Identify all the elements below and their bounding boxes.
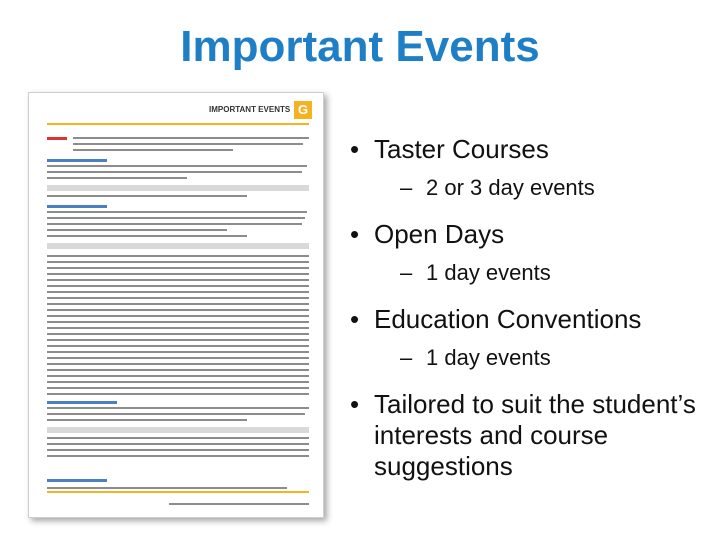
document-thumbnail xyxy=(28,92,324,518)
document-table-row xyxy=(47,195,247,197)
document-table-row xyxy=(47,291,309,293)
document-section-heading xyxy=(47,205,107,208)
document-text-line xyxy=(47,223,302,225)
document-text-line xyxy=(47,419,247,421)
document-table-row xyxy=(47,387,309,389)
document-table-row xyxy=(47,297,309,299)
document-section-heading xyxy=(47,159,107,162)
document-table-row xyxy=(47,321,309,323)
document-text-line xyxy=(47,211,307,213)
document-table-row xyxy=(47,267,309,269)
document-text-line xyxy=(47,165,307,167)
document-table-header xyxy=(47,185,309,191)
document-text-line xyxy=(47,235,247,237)
document-table-row xyxy=(47,309,309,311)
document-table-row xyxy=(47,381,309,383)
document-table-row xyxy=(47,393,309,395)
bullet-text: Education Conventions xyxy=(374,304,642,334)
bullet-text: Open Days xyxy=(374,219,505,249)
document-table-header xyxy=(47,243,309,249)
sub-bullet-item xyxy=(350,260,700,286)
document-text-line xyxy=(47,413,305,415)
document-heading: IMPORTANT EVENTS xyxy=(209,105,291,114)
bullet-icon: • xyxy=(350,389,360,419)
bullet-icon: • xyxy=(350,134,360,164)
document-table-row xyxy=(47,449,309,451)
document-footer-text xyxy=(169,503,309,505)
document-text-line xyxy=(73,143,303,145)
document-table-row xyxy=(47,261,309,263)
document-table-row xyxy=(47,303,309,305)
sub-bullet-item xyxy=(350,175,700,201)
bullet-list xyxy=(350,134,700,492)
document-section-heading xyxy=(47,401,117,404)
bullet-item xyxy=(350,134,700,165)
bullet-item xyxy=(350,219,700,250)
document-table-row xyxy=(47,455,309,457)
bullet-icon: • xyxy=(350,304,360,334)
dash-icon: – xyxy=(400,260,413,285)
document-table-row xyxy=(47,285,309,287)
document-table-row xyxy=(47,273,309,275)
dash-icon: – xyxy=(400,175,413,200)
document-logo: G xyxy=(294,101,312,119)
document-disclaimer-label xyxy=(47,137,67,140)
document-table-row xyxy=(47,363,309,365)
document-table-row xyxy=(47,255,309,257)
slide-title: Important Events xyxy=(180,22,540,71)
sub-bullet-item xyxy=(350,345,700,371)
sub-bullet-text: 2 or 3 day events xyxy=(426,175,595,200)
document-text-line xyxy=(47,177,187,179)
document-table-row xyxy=(47,333,309,335)
dash-icon: – xyxy=(400,345,413,370)
document-table-header xyxy=(47,427,309,433)
bullet-item xyxy=(350,304,700,335)
document-table-row xyxy=(47,327,309,329)
document-text-line xyxy=(47,217,305,219)
bullet-item xyxy=(350,389,700,482)
document-text-line xyxy=(73,149,233,151)
document-text-line xyxy=(47,487,287,489)
sub-bullet-text: 1 day events xyxy=(426,345,551,370)
document-table-row xyxy=(47,443,309,445)
document-text-line xyxy=(47,229,227,231)
bullet-text: Tailored to suit the student’s interests and course suggestions xyxy=(374,389,696,481)
document-text-line xyxy=(47,407,309,409)
document-table-row xyxy=(47,437,309,439)
document-table-row xyxy=(47,315,309,317)
document-rule xyxy=(47,123,309,125)
bullet-icon: • xyxy=(350,219,360,249)
document-table-row xyxy=(47,357,309,359)
document-section-heading xyxy=(47,479,107,482)
document-table-row xyxy=(47,369,309,371)
document-table-row xyxy=(47,375,309,377)
document-text-line xyxy=(73,137,309,139)
document-table-row xyxy=(47,345,309,347)
document-footer-rule xyxy=(47,491,309,493)
document-text-line xyxy=(47,171,302,173)
document-table-row xyxy=(47,279,309,281)
sub-bullet-text: 1 day events xyxy=(426,260,551,285)
document-table-row xyxy=(47,339,309,341)
bullet-text: Taster Courses xyxy=(374,134,549,164)
document-table-row xyxy=(47,351,309,353)
